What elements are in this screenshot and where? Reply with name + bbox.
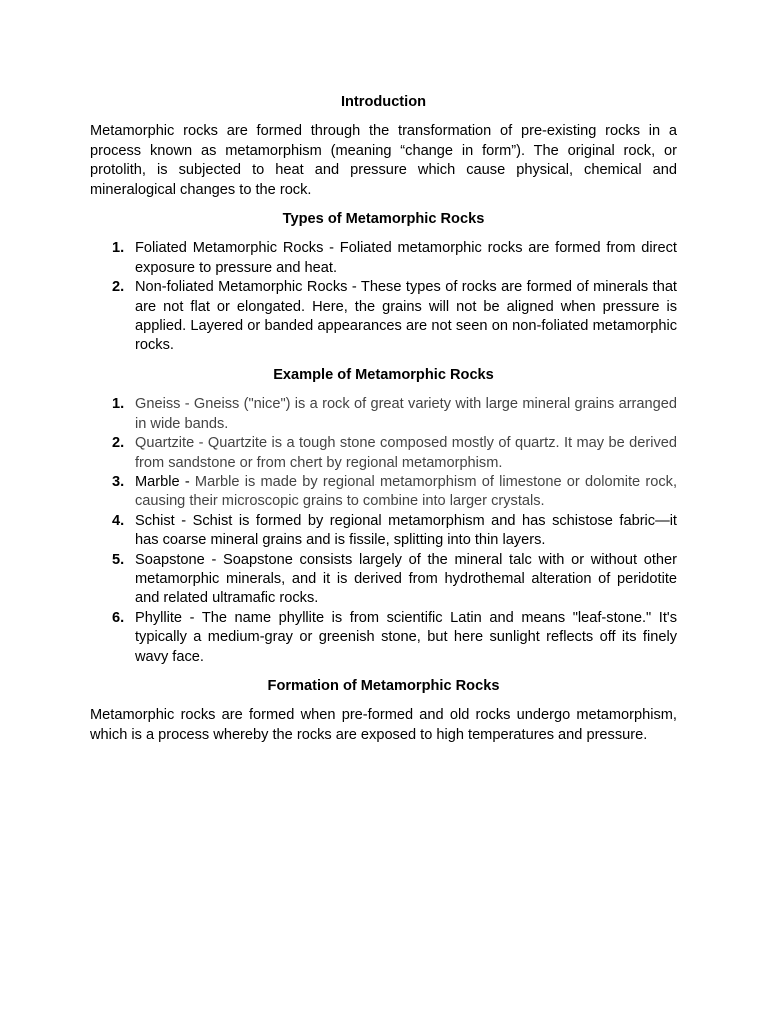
list-item [90,434,677,473]
list-item-text: Soapstone - Soapstone consists largely of the mineral talc with or without other metamorphic minerals, and it is derived from hydrothemal alteration of peridotite and related ultramafic rocks. [135,551,677,607]
list-item-text: Marble is made by regional metamorphism of limestone or dolomite rock, causing their microscopic grains to combine into larger crystals. [135,473,678,510]
list-number: 6. [112,609,125,626]
document-page [90,93,677,745]
list-item [90,395,677,434]
types-heading: Types of Metamorphic Rocks [282,211,485,228]
list-number: 1. [112,240,125,257]
list-number: 2. [112,279,125,296]
list-item [90,609,677,667]
list-item-text: Schist - Schist is formed by regional metamorphism and has schistose fabric—it has coarse mineral grains and is fissile, splitting into thin layers. [135,512,677,549]
list-item [90,512,677,551]
list-item [90,473,677,512]
list-item-text: Quartzite - Quartzite is a tough stone composed mostly of quartz. It may be derived from sandstone or from chert by regional metamorphism. [135,435,677,471]
list-number: 2. [112,435,125,452]
examples-heading: Example of Metamorphic Rocks [273,366,494,383]
list-item-text: Foliated Metamorphic Rocks - Foliated metamorphic rocks are formed from direct exposure to pressure and heat. [135,240,677,276]
introduction-heading: Introduction [340,94,427,110]
list-item [90,278,677,356]
examples-list [90,395,677,667]
list-number: 1. [112,396,125,413]
formation-paragraph: Metamorphic rocks are formed when pre-formed and old rocks undergo metamorphism, which is a process whereby the rocks are exposed to high temperatures and pressure. [90,707,677,743]
formation-heading: Formation of Metamorphic Rocks [267,677,500,694]
list-number: 5. [112,551,125,568]
list-item [90,551,677,609]
list-item-text: Gneiss - Gneiss ("nice") is a rock of great variety with large mineral grains arranged in wide bands. [135,396,677,432]
list-item-text: Non-foliated Metamorphic Rocks - These types of rocks are formed of minerals that are not flat or elongated. Here, the grains will not be aligned when pressure is applied. Layered or banded appearances are not seen on non-foliated metamorphic rocks. [135,279,677,354]
list-item [90,239,677,278]
list-number: 3. [112,473,125,490]
list-item-term: Marble - [135,473,195,490]
list-number: 4. [112,512,125,529]
types-list [90,239,677,355]
introduction-paragraph: Metamorphic rocks are formed through the transformation of pre-existing rocks in a process known as metamorphism (meaning “change in form”). The original rock, or protolith, is subjected to heat and pressure which cause physical, chemical and mineralogical changes to the rock. [90,123,677,198]
list-item-text: Phyllite - The name phyllite is from scientific Latin and means "leaf-stone." It's typically a medium-gray or greenish stone, but here sunlight reflects off its finely wavy face. [135,609,677,665]
